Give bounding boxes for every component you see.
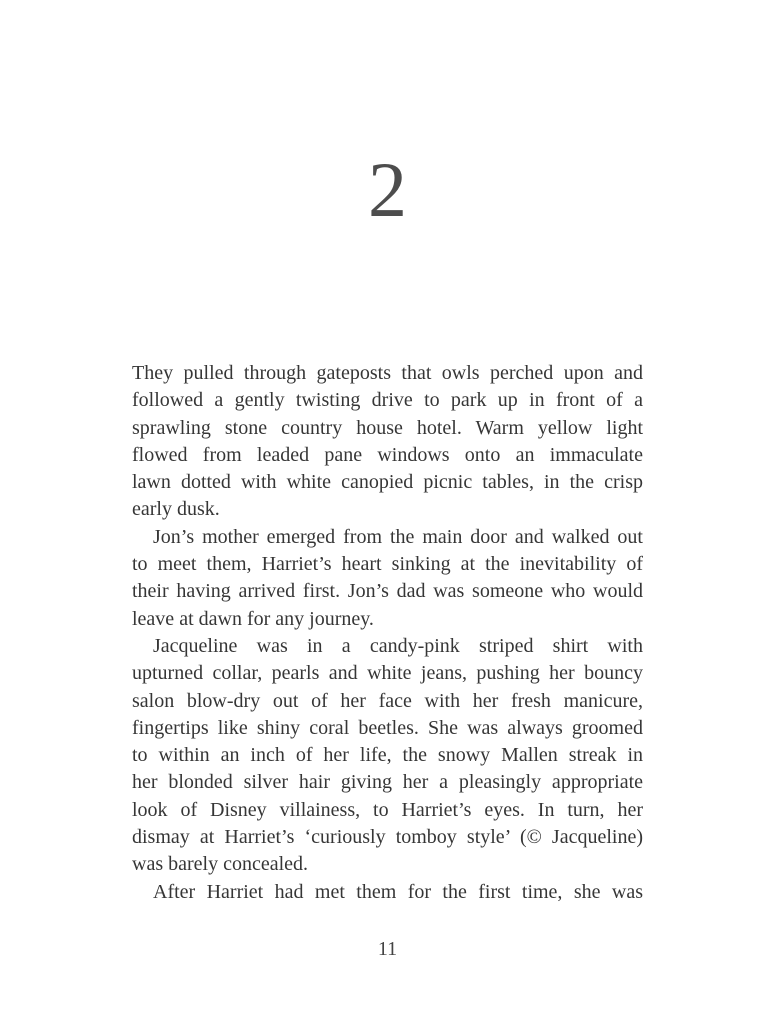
page-number: 11 [377, 938, 398, 960]
text-line: lawn dotted with white canopied picnic tables, in the crisp [132, 471, 643, 494]
page-body-text [132, 360, 643, 906]
text-line: They pulled through gateposts that owls perched upon and [132, 362, 643, 384]
text-line: Jon’s mother emerged from the main door and walked out [153, 525, 643, 548]
paragraph [132, 879, 643, 906]
text-line: was barely concealed. [132, 853, 309, 876]
text-line: their having arrived first. Jon’s dad was someone who would [132, 580, 643, 603]
text-line: to meet them, Harriet’s heart sinking at the inevitability of [132, 553, 643, 576]
paragraph [132, 633, 643, 879]
text-line: followed a gently twisting drive to park up in front of a [132, 389, 643, 412]
text-line: leave at dawn for any journey. [132, 607, 374, 630]
text-line: her blonded silver hair giving her a pleasingly appropriate [132, 771, 643, 794]
text-line: to within an inch of her life, the snowy Mallen streak in [132, 744, 643, 767]
chapter-number: 2 [368, 146, 407, 233]
text-line: salon blow-dry out of her face with her fresh manicure, [132, 689, 643, 712]
paragraph [132, 360, 643, 524]
paragraph [132, 524, 643, 633]
text-line: look of Disney villainess, to Harriet’s eyes. In turn, her [132, 798, 643, 821]
text-line: sprawling stone country house hotel. Warm yellow light [132, 416, 643, 439]
text-line: dismay at Harriet’s ‘curiously tomboy style’ (© Jacqueline) [132, 826, 643, 849]
text-line: flowed from leaded pane windows onto an immaculate [132, 443, 643, 466]
text-line: early dusk. [132, 498, 220, 521]
text-line: fingertips like shiny coral beetles. She was always groomed [132, 716, 643, 739]
text-line: After Harriet had met them for the first time, she was [153, 880, 643, 903]
text-line: upturned collar, pearls and white jeans, pushing her bouncy [132, 662, 643, 685]
text-line: Jacqueline was in a candy-pink striped shirt with [153, 634, 643, 657]
